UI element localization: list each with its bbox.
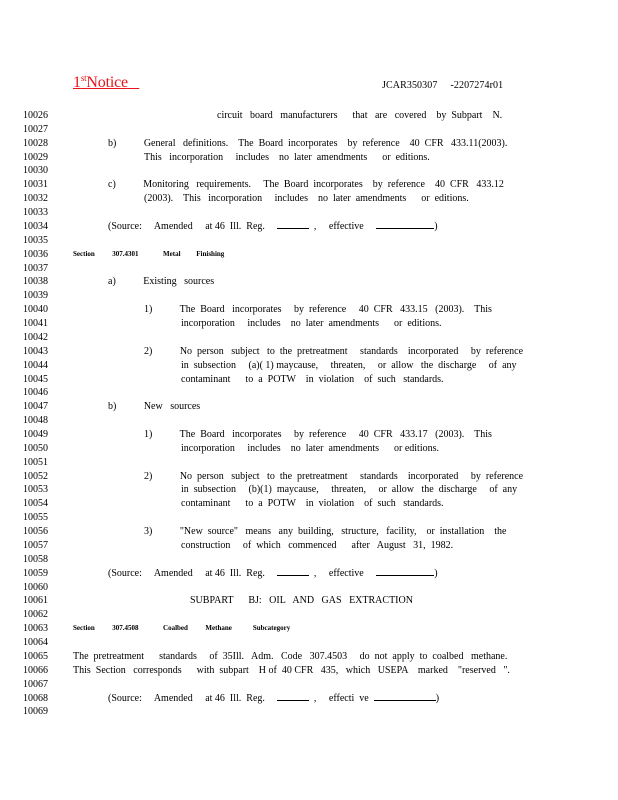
line-text: circuit board manufacturers that are covered by Subpart N. xyxy=(217,110,503,121)
line-number: 10057 xyxy=(23,539,48,551)
document-line xyxy=(0,206,618,220)
document-line xyxy=(0,594,618,608)
line-number: 10044 xyxy=(23,359,48,371)
document-line xyxy=(0,539,618,553)
document-line xyxy=(0,289,618,303)
line-number: 10065 xyxy=(23,650,48,662)
line-number: 10037 xyxy=(23,262,48,274)
line-number: 10068 xyxy=(23,692,48,704)
line-text: incorporation includes no later amendments or editions. xyxy=(181,318,442,330)
line-text: (2003). This incorporation includes no later amendments or editions. xyxy=(144,193,469,205)
section-heading: Section 307.4301 Metal Finishing xyxy=(73,249,225,258)
line-number: 10026 xyxy=(23,110,48,121)
line-text: 2) No person subject to the pretreatment standards incorporated by reference xyxy=(144,470,524,482)
line-number: 10028 xyxy=(23,137,48,149)
line-text: This Section corresponds with subpart H of 40 CFR 435, which USEPA marked "reserved ". xyxy=(73,664,510,676)
line-number: 10063 xyxy=(23,623,48,635)
line-number: 10066 xyxy=(23,664,48,676)
document-line xyxy=(0,262,618,276)
document-line xyxy=(0,692,618,706)
document-line xyxy=(0,275,618,289)
line-text: in subsection (a)( 1) maycause, threaten, or allow the discharge of any xyxy=(181,359,517,371)
document-line xyxy=(0,220,618,234)
line-number: 10036 xyxy=(23,248,48,260)
document-line xyxy=(0,483,618,497)
reg-volume-blank xyxy=(277,567,309,576)
line-number: 10035 xyxy=(23,234,48,246)
line-text: (Source: Amended at 46 Ill. Reg. , effective ) xyxy=(108,567,438,579)
document-line xyxy=(0,303,618,317)
document-line xyxy=(0,151,618,165)
line-number: 10053 xyxy=(23,484,48,496)
line-number: 10045 xyxy=(23,373,48,385)
jcar-code: JCAR350307 -2207274r01 xyxy=(382,80,504,91)
notice-word: Notice xyxy=(86,74,128,91)
line-text: SUBPART BJ: OIL AND GAS EXTRACTION xyxy=(190,595,413,607)
line-text: a) Existing sources xyxy=(108,276,215,288)
line-number: 10058 xyxy=(23,553,48,565)
document-line xyxy=(0,137,618,151)
effective-date-blank xyxy=(376,220,434,229)
document-line xyxy=(0,567,618,581)
line-text: This incorporation includes no later amendments or editions. xyxy=(144,151,430,163)
document-line xyxy=(0,581,618,595)
document-line xyxy=(0,608,618,622)
line-number: 10040 xyxy=(23,304,48,316)
reg-volume-blank xyxy=(277,692,309,701)
line-number: 10056 xyxy=(23,526,48,538)
section-heading: Section 307.4508 Coalbed Methane Subcategory xyxy=(73,624,291,633)
document-line xyxy=(0,456,618,470)
document-line xyxy=(0,511,618,525)
line-number: 10043 xyxy=(23,345,48,357)
line-number: 10062 xyxy=(23,609,48,621)
line-text: b) General definitions. The Board incorporates by reference 40 CFR 433.11(2003). xyxy=(108,137,508,149)
line-number: 10033 xyxy=(23,207,48,219)
line-number: 10060 xyxy=(23,581,48,593)
line-text: (Source: Amended at 46 Ill. Reg. , effective ) xyxy=(108,220,438,232)
document-line xyxy=(0,470,618,484)
document-line xyxy=(0,317,618,331)
line-number: 10069 xyxy=(23,706,48,718)
document-line xyxy=(0,414,618,428)
line-number: 10041 xyxy=(23,318,48,330)
line-text: (Source: Amended at 46 Ill. Reg. , effecti ve ) xyxy=(108,692,440,704)
document-line xyxy=(0,636,618,650)
document-line xyxy=(0,373,618,387)
line-number: 10027 xyxy=(23,123,48,135)
notice-header xyxy=(73,74,139,92)
line-number: 10038 xyxy=(23,276,48,288)
line-number: 10030 xyxy=(23,165,48,177)
line-number: 10048 xyxy=(23,415,48,427)
line-number: 10034 xyxy=(23,220,48,232)
document-line xyxy=(0,650,618,664)
line-text: 1) The Board incorporates by reference 40 CFR 433.15 (2003). This xyxy=(144,304,492,316)
document-line xyxy=(0,553,618,567)
line-text: 3) "New source" means any building, structure, facility, or installation the xyxy=(144,526,507,538)
document-line xyxy=(0,664,618,678)
line-number: 10039 xyxy=(23,290,48,302)
effective-date-blank xyxy=(374,692,436,701)
line-number: 10042 xyxy=(23,331,48,343)
reg-volume-blank xyxy=(277,220,309,229)
line-text: construction of which commenced after August 31, 1982. xyxy=(181,539,454,551)
line-text: The pretreatment standards of 35Ill. Adm. Code 307.4503 do not apply to coalbed methane. xyxy=(73,650,508,662)
line-number: 10050 xyxy=(23,442,48,454)
document-line xyxy=(0,386,618,400)
document-line xyxy=(0,331,618,345)
document-line xyxy=(0,164,618,178)
document-line xyxy=(0,192,618,206)
document-line xyxy=(0,234,618,248)
line-text: 1) The Board incorporates by reference 40 CFR 433.17 (2003). This xyxy=(144,429,492,440)
line-number: 10032 xyxy=(23,193,48,205)
line-text: b) New sources xyxy=(108,401,201,413)
line-text: c) Monitoring requirements. The Board incorporates by reference 40 CFR 433.12 xyxy=(108,179,504,191)
line-number: 10055 xyxy=(23,512,48,524)
line-number: 10051 xyxy=(23,456,48,468)
line-number: 10046 xyxy=(23,387,48,399)
line-number: 10031 xyxy=(23,179,48,191)
line-number: 10052 xyxy=(23,470,48,482)
document-line xyxy=(0,622,618,636)
line-text: contaminant to a POTW in violation of such standards. xyxy=(181,373,444,385)
line-text: contaminant to a POTW in violation of such standards. xyxy=(181,498,444,510)
line-number: 10029 xyxy=(23,151,48,163)
line-number: 10059 xyxy=(23,567,48,579)
document-line xyxy=(0,400,618,414)
document-line xyxy=(0,678,618,692)
document-line xyxy=(0,442,618,456)
document-line xyxy=(0,428,618,442)
document-line xyxy=(0,123,618,137)
line-number: 10064 xyxy=(23,637,48,649)
notice-superscript: st xyxy=(80,73,87,83)
document-line xyxy=(0,705,618,719)
document-line xyxy=(0,178,618,192)
document-line xyxy=(0,109,618,123)
line-number: 10061 xyxy=(23,595,48,607)
line-text: 2) No person subject to the pretreatment standards incorporated by reference xyxy=(144,345,524,357)
document-line xyxy=(0,359,618,373)
effective-date-blank xyxy=(376,567,434,576)
document-line xyxy=(0,497,618,511)
line-text: in subsection (b)(1) maycause, threaten, or allow the discharge of any xyxy=(181,484,518,496)
line-number: 10049 xyxy=(23,429,48,440)
line-text: incorporation includes no later amendments or editions. xyxy=(181,442,439,454)
line-number: 10047 xyxy=(23,401,48,413)
notice-number: 1 xyxy=(73,74,81,91)
document-line xyxy=(0,345,618,359)
document-line xyxy=(0,248,618,262)
document-line xyxy=(0,525,618,539)
line-number: 10067 xyxy=(23,678,48,690)
line-number: 10054 xyxy=(23,498,48,510)
